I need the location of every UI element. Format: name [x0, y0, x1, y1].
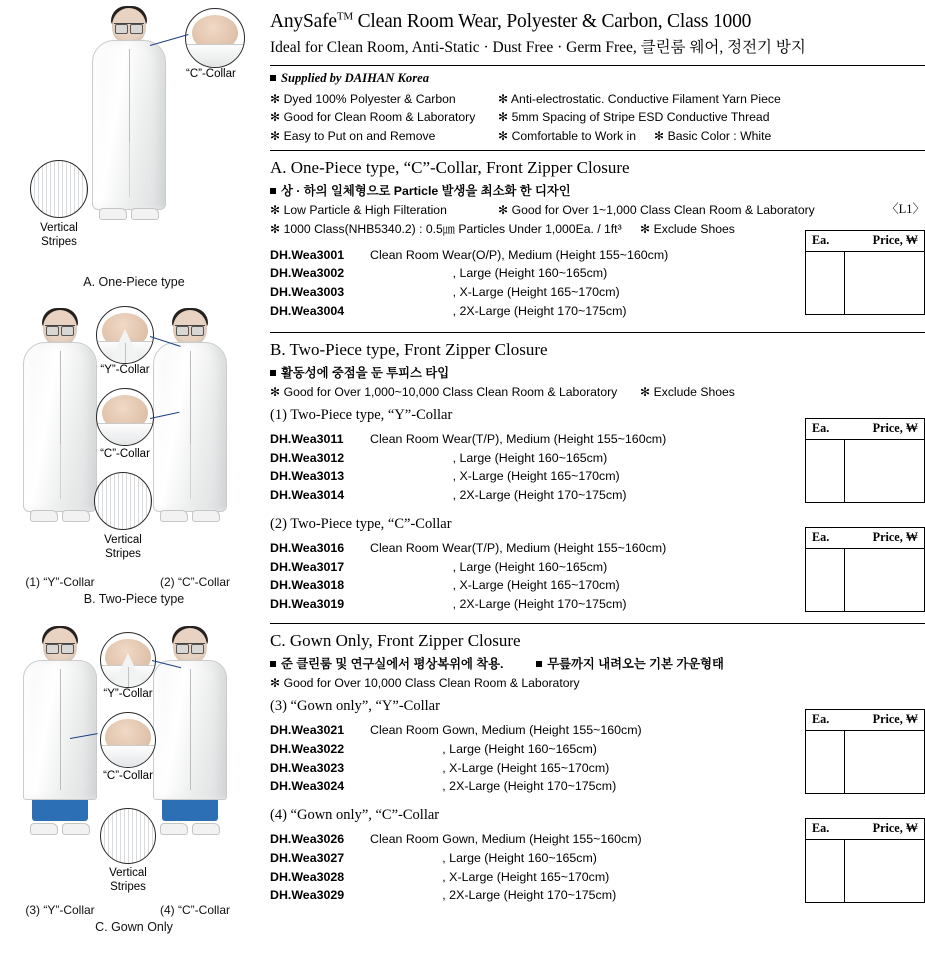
section-c-korean-text-2: 무릎까지 내려오는 기본 가운형태	[547, 657, 724, 672]
figure-a-collar-callout	[185, 8, 245, 68]
divider-section-c	[270, 623, 925, 624]
square-bullet-icon	[270, 370, 276, 376]
shoes-icon	[160, 512, 220, 522]
product-code: DH.Wea3001	[270, 247, 345, 262]
price-box-b1[interactable]	[805, 418, 925, 503]
divider-section-a	[270, 150, 925, 151]
price-box-ea: Ea.	[812, 821, 830, 836]
feature-left-1: ✻ Good for Clean Room & Laboratory	[270, 110, 476, 125]
section-c-korean-note	[270, 654, 925, 672]
figure-b-sub-right: (2) “C”-Collar	[160, 575, 230, 589]
product-code: DH.Wea3013	[270, 469, 345, 484]
section-b-korean-text: 활동성에 중점을 둔 투피스 타입	[281, 365, 450, 380]
figure-c-caption: C. Gown Only	[95, 920, 173, 934]
product-desc: , X-Large (Height 165~170cm)	[370, 760, 610, 775]
figure-a-stripes-label-1: Vertical	[40, 222, 78, 234]
shoes-icon	[30, 825, 90, 835]
section-c3-products	[270, 712, 925, 801]
product-desc: , 2X-Large (Height 170~175cm)	[370, 596, 627, 611]
figure-b-y-collar-label: “Y”-Collar	[100, 364, 150, 376]
figure-a-person	[86, 8, 172, 218]
product-desc: , X-Large (Height 165~170cm)	[370, 469, 620, 484]
section-c-note-0: ✻ Good for Over 10,000 Class Clean Room & Laboratory	[270, 676, 580, 691]
price-box-body[interactable]	[806, 549, 924, 611]
figure-c-c-collar-callout	[100, 712, 156, 768]
product-code: DH.Wea3023	[270, 760, 345, 775]
product-code: DH.Wea3024	[270, 779, 345, 794]
glasses-icon	[45, 325, 75, 333]
divider-section-b	[270, 332, 925, 333]
vertical-stripes-callout	[30, 160, 88, 218]
section-a-korean-note	[270, 181, 925, 199]
feature-list	[270, 90, 925, 147]
price-box-c3[interactable]	[805, 709, 925, 794]
figure-a-stripes-label-2: Stripes	[41, 236, 77, 248]
glasses-icon	[114, 23, 144, 31]
section-b-note-0: ✻ Good for Over 1,000~10,000 Class Clean Room & Laboratory	[270, 384, 618, 399]
product-desc: , Large (Height 160~165cm)	[370, 851, 597, 866]
product-code: DH.Wea3021	[270, 723, 345, 738]
price-box-body[interactable]	[806, 731, 924, 793]
two-piece-suit-c	[153, 342, 227, 512]
figure-b-c-collar-callout	[96, 388, 154, 446]
product-desc: , X-Large (Height 165~170cm)	[370, 869, 610, 884]
leg-split-line	[129, 142, 130, 197]
price-box-price: Price, ₩	[872, 232, 918, 247]
gown-y	[23, 660, 97, 800]
product-desc: , Large (Height 160~165cm)	[370, 559, 608, 574]
price-box-b2[interactable]	[805, 527, 925, 612]
y-collar-seam	[128, 667, 129, 687]
leg-split-line	[190, 444, 191, 499]
figure-c-y-collar-label: “Y”-Collar	[103, 688, 153, 700]
price-box-c4[interactable]	[805, 818, 925, 903]
supplied-by-label: Supplied by DAIHAN Korea	[281, 70, 429, 85]
title-rest: Clean Room Wear, Polyester & Carbon, Class 1000	[352, 11, 752, 32]
feature-left-0: ✻ Dyed 100% Polyester & Carbon	[270, 91, 456, 106]
price-box-header	[806, 528, 924, 549]
square-bullet-icon	[270, 75, 276, 81]
product-code: DH.Wea3027	[270, 851, 345, 866]
price-box-header	[806, 231, 924, 252]
feature-left-2: ✻ Easy to Put on and Remove	[270, 129, 436, 144]
figure-a-caption: A. One-Piece type	[83, 275, 185, 289]
figure-c-person-left	[20, 628, 100, 833]
product-desc: , Large (Height 160~165cm)	[370, 450, 608, 465]
product-code: DH.Wea3017	[270, 559, 345, 574]
product-desc: Clean Room Wear(T/P), Medium (Height 155~160cm)	[370, 432, 667, 447]
product-desc: , Large (Height 160~165cm)	[370, 266, 608, 281]
figure-gown	[0, 618, 268, 958]
feature-right-row-2	[498, 127, 925, 146]
product-code: DH.Wea3026	[270, 832, 345, 847]
price-box-ea: Ea.	[812, 712, 830, 727]
section-c-heading: C. Gown Only, Front Zipper Closure	[270, 631, 521, 651]
trademark-symbol: TM	[336, 10, 353, 23]
product-code: DH.Wea3012	[270, 450, 345, 465]
section-b2-products	[270, 530, 925, 619]
figure-c-person-right	[150, 628, 230, 833]
page-title	[270, 10, 925, 34]
y-collar-seam	[125, 343, 126, 363]
section-b-note-1: ✻ Exclude Shoes	[640, 384, 735, 399]
product-desc: , 2X-Large (Height 170~175cm)	[370, 303, 627, 318]
supplied-by	[270, 71, 925, 86]
figure-b-sub-left: (1) “Y”-Collar	[25, 575, 95, 589]
glasses-icon	[175, 643, 205, 651]
section-c4-heading: (4) “Gown only”, “C”-Collar	[270, 807, 440, 824]
section-b-notes	[270, 383, 925, 401]
figure-c-sub-left: (3) “Y”-Collar	[25, 903, 95, 917]
figure-b-c-collar-label: “C”-Collar	[100, 448, 150, 460]
product-desc: , Large (Height 160~165cm)	[370, 742, 597, 757]
figure-c-stripes-label-2: Stripes	[110, 881, 146, 893]
feature-right-0: ✻ Anti-electrostatic. Conductive Filament Yarn Piece	[498, 91, 781, 106]
price-box-price: Price, ₩	[872, 530, 918, 545]
figure-c-sub-right: (4) “C”-Collar	[160, 903, 230, 917]
divider-top	[270, 65, 925, 66]
feature-right-2: ✻ Comfortable to Work in	[498, 129, 637, 144]
section-a-note-3: ✻ Exclude Shoes	[640, 221, 735, 236]
product-code: DH.Wea3016	[270, 541, 345, 556]
brand-name: AnySafe	[270, 11, 337, 32]
price-box-header	[806, 419, 924, 440]
section-c-korean-text: 준 클린룸 및 연구실에서 평상복위에 착용.	[281, 657, 504, 672]
leg-split-line	[60, 444, 61, 499]
square-bullet-icon-2	[536, 661, 542, 667]
price-box-body[interactable]	[806, 840, 924, 902]
glasses-icon	[175, 325, 205, 333]
section-a-note-2: ✻ 1000 Class(NHB5340.2) : 0.5㎛ Particles Under 1,000Ea. / 1ft³	[270, 221, 622, 236]
section-a-products	[270, 232, 925, 328]
figure-column	[0, 0, 268, 964]
section-a-note-1: ✻ Good for Over 1~1,000 Class Clean Room & Laboratory	[498, 203, 815, 218]
section-c4-products	[270, 821, 925, 910]
gown-c	[153, 660, 227, 800]
price-box-header	[806, 819, 924, 840]
price-box-ea: Ea.	[812, 530, 830, 545]
figure-one-piece	[0, 0, 268, 290]
product-desc: Clean Room Gown, Medium (Height 155~160cm)	[370, 832, 642, 847]
section-a-note-0: ✻ Low Particle & High Filteration	[270, 203, 447, 218]
product-code: DH.Wea3029	[270, 888, 345, 903]
product-desc: , X-Large (Height 165~170cm)	[370, 578, 620, 593]
price-box-ea: Ea.	[812, 421, 830, 436]
price-box-header	[806, 710, 924, 731]
one-piece-suit	[92, 40, 166, 210]
price-box-ea: Ea.	[812, 232, 830, 247]
price-box-body[interactable]	[806, 440, 924, 502]
c-collar-shape	[186, 44, 244, 67]
shoes-icon	[99, 210, 159, 220]
product-desc: , 2X-Large (Height 170~175cm)	[370, 888, 617, 903]
product-code: DH.Wea3028	[270, 869, 345, 884]
shoes-icon	[160, 825, 220, 835]
two-piece-suit-y	[23, 342, 97, 512]
price-box-price: Price, ₩	[872, 421, 918, 436]
section-b2-heading: (2) Two-Piece type, “C”-Collar	[270, 516, 452, 533]
c-collar-shape	[97, 423, 153, 445]
product-desc: , X-Large (Height 165~170cm)	[370, 285, 620, 300]
product-code: DH.Wea3022	[270, 742, 345, 757]
zipper-line	[60, 669, 61, 790]
section-b-heading: B. Two-Piece type, Front Zipper Closure	[270, 339, 548, 359]
price-box-a[interactable]	[805, 230, 925, 315]
figure-b-person-left	[20, 310, 100, 520]
product-desc: Clean Room Wear(O/P), Medium (Height 155~160cm)	[370, 247, 669, 262]
figure-b-stripes-label-1: Vertical	[104, 534, 142, 546]
section-c3-heading: (3) “Gown only”, “Y”-Collar	[270, 698, 440, 715]
section-b1-products	[270, 421, 925, 510]
figure-c-stripes-label-1: Vertical	[109, 867, 147, 879]
section-a-korean-text: 상 · 하의 일체형으로 Particle 발생을 최소화 한 디자인	[281, 184, 571, 199]
figure-b-y-collar-callout	[96, 306, 154, 364]
product-code: DH.Wea3011	[270, 432, 344, 447]
square-bullet-icon	[270, 661, 276, 667]
price-box-price: Price, ₩	[872, 821, 918, 836]
section-a-heading: A. One-Piece type, “C”-Collar, Front Zipper Closure	[270, 158, 630, 178]
product-desc: Clean Room Wear(T/P), Medium (Height 155~160cm)	[370, 541, 667, 556]
figure-two-piece	[0, 300, 268, 610]
section-b1-heading: (1) Two-Piece type, “Y”-Collar	[270, 407, 453, 424]
figure-b-stripes-label-2: Stripes	[105, 548, 141, 560]
section-b-korean-note	[270, 363, 925, 381]
product-desc: , 2X-Large (Height 170~175cm)	[370, 487, 627, 502]
product-code: DH.Wea3004	[270, 303, 345, 318]
product-code: DH.Wea3003	[270, 285, 345, 300]
product-code: DH.Wea3019	[270, 596, 345, 611]
vertical-stripes-callout	[94, 472, 152, 530]
section-c-notes	[270, 674, 925, 692]
price-box-price: Price, ₩	[872, 712, 918, 727]
price-box-body[interactable]	[806, 252, 924, 314]
product-desc: Clean Room Gown, Medium (Height 155~160cm)	[370, 723, 642, 738]
feature-right-1: ✻ 5mm Spacing of Stripe ESD Conductive Thread	[498, 110, 770, 125]
glasses-icon	[45, 643, 75, 651]
c-collar-shape	[101, 745, 155, 767]
feature-right-extra: ✻ Basic Color : White	[654, 129, 772, 144]
figure-a-collar-label: “C”-Collar	[186, 68, 236, 80]
product-code: DH.Wea3014	[270, 487, 345, 502]
figure-c-c-collar-label: “C”-Collar	[103, 770, 153, 782]
figure-b-caption: B. Two-Piece type	[83, 592, 185, 606]
vertical-stripes-callout	[100, 808, 156, 864]
square-bullet-icon	[270, 188, 276, 194]
shoes-icon	[30, 512, 90, 522]
product-code: DH.Wea3018	[270, 578, 345, 593]
l1-label: 〈L1〉	[886, 202, 925, 216]
zipper-line	[190, 669, 191, 790]
product-desc: , 2X-Large (Height 170~175cm)	[370, 779, 617, 794]
figure-c-y-collar-callout	[100, 632, 156, 688]
product-code: DH.Wea3002	[270, 266, 345, 281]
content-column	[270, 0, 925, 910]
page-subtitle: Ideal for Clean Room, Anti-Static · Dust Free · Germ Free, 클린룸 웨어, 정전기 방지	[270, 39, 806, 57]
